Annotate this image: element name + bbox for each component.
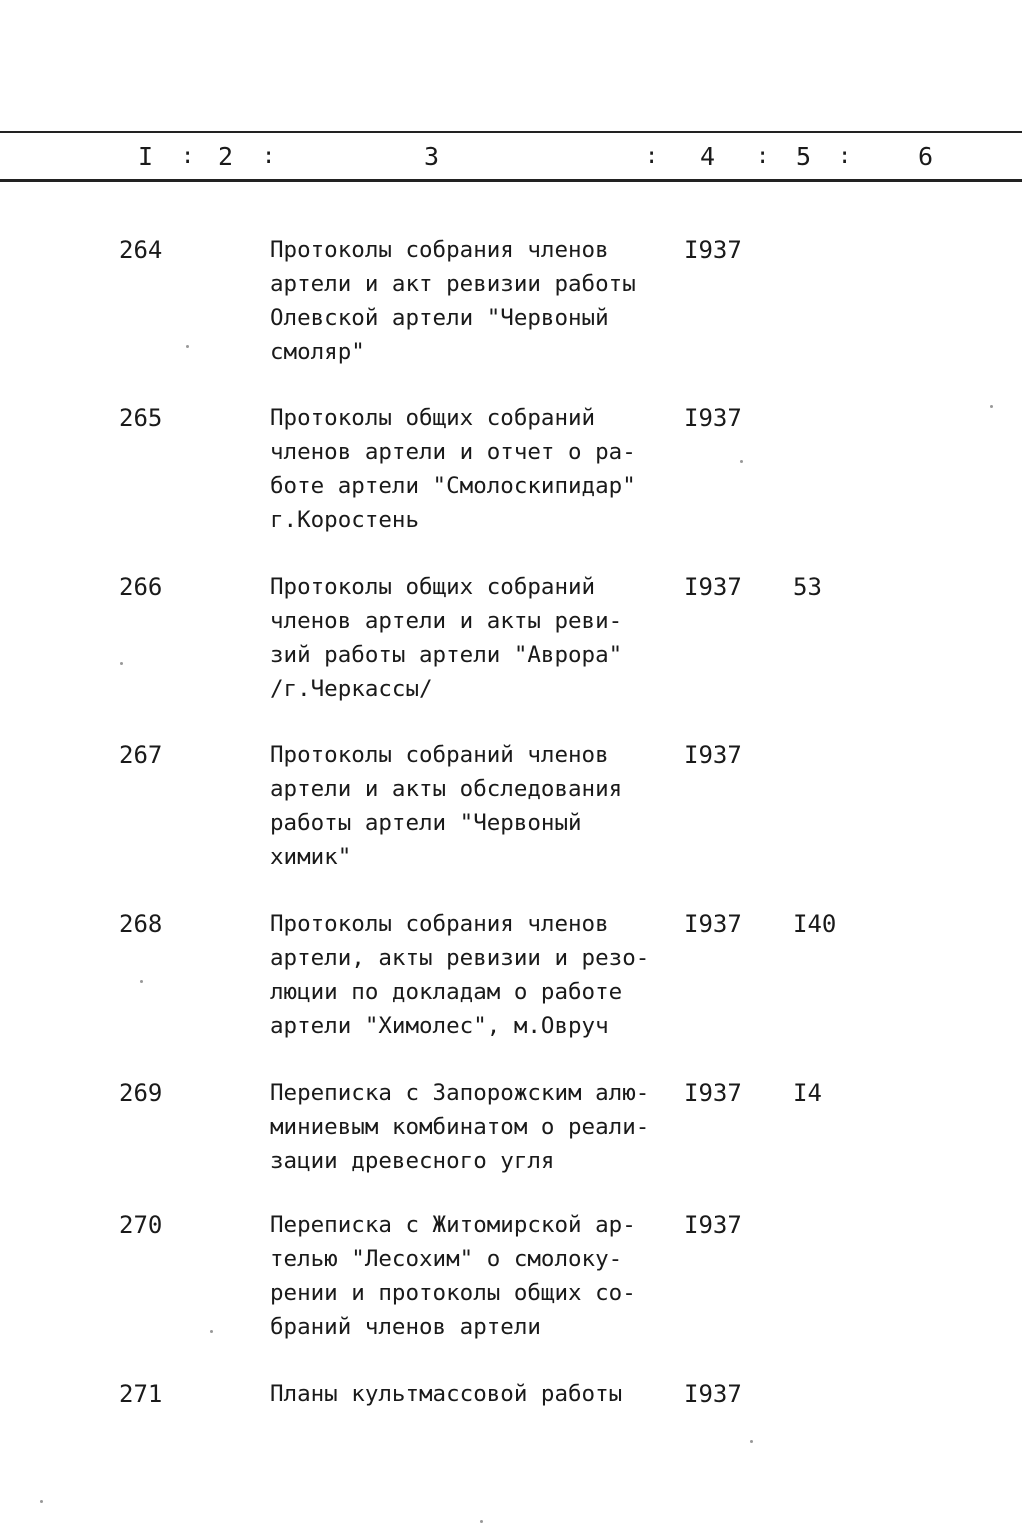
file-number: 266 (119, 573, 163, 601)
column-separator: : (181, 144, 195, 169)
title-line: зий работы артели "Аврора" (270, 642, 623, 668)
file-year: I937 (684, 1211, 742, 1239)
title-line: Переписка с Житомирской ар- (270, 1212, 636, 1238)
title-line: зации древесного угля (270, 1148, 555, 1174)
file-year: I937 (684, 404, 742, 432)
title-line: артели и акты обследования (270, 776, 623, 802)
scan-speck (210, 1330, 213, 1333)
column-separator: : (756, 144, 770, 169)
file-year: I937 (684, 573, 742, 601)
file-number: 270 (119, 1211, 163, 1239)
file-title (270, 570, 665, 706)
title-line: Протоколы собраний членов (270, 742, 609, 768)
title-line: Протоколы собрания членов (270, 237, 609, 263)
column-separator: : (262, 144, 276, 169)
file-year: I937 (684, 741, 742, 769)
column-header-2: 2 (218, 142, 234, 171)
title-line: артели и акт ревизии работы (270, 271, 636, 297)
scan-speck (186, 345, 189, 348)
title-line: членов артели и отчет о ра- (270, 439, 636, 465)
scan-speck (740, 460, 743, 463)
header-bottom-rule (0, 179, 1022, 182)
title-line: браний членов артели (270, 1314, 541, 1340)
file-number: 271 (119, 1380, 163, 1408)
scan-speck (750, 1440, 753, 1443)
title-line: Планы культмассовой работы (270, 1381, 623, 1407)
title-line: г.Коростень (270, 507, 420, 533)
file-number: 268 (119, 910, 163, 938)
file-number: 267 (119, 741, 163, 769)
title-line: Переписка с Запорожским алю- (270, 1080, 650, 1106)
column-header-4: 4 (700, 142, 716, 171)
column-header-1: I (138, 142, 154, 171)
file-title (270, 1208, 665, 1344)
file-title (270, 1377, 665, 1411)
file-number: 265 (119, 404, 163, 432)
file-title (270, 233, 665, 369)
file-number: 269 (119, 1079, 163, 1107)
title-line: миниевым комбинатом о реали- (270, 1114, 650, 1140)
title-line: Протоколы собрания членов (270, 911, 609, 937)
title-line: работы артели "Червоный (270, 810, 582, 836)
column-separator: : (838, 144, 852, 169)
file-title (270, 1076, 665, 1178)
title-line: боте артели "Смолоскипидар" (270, 473, 636, 499)
title-line: артели, акты ревизии и резо- (270, 945, 650, 971)
scan-speck (40, 1500, 43, 1503)
column-header-3: 3 (424, 142, 440, 171)
title-line: рении и протоколы общих со- (270, 1280, 636, 1306)
scan-speck (120, 662, 123, 665)
sheet-count: I4 (793, 1079, 822, 1107)
scan-speck (140, 980, 143, 983)
sheet-count: I40 (793, 910, 837, 938)
column-separator: : (645, 144, 659, 169)
title-line: Протоколы общих собраний (270, 405, 596, 431)
file-title (270, 738, 665, 874)
file-year: I937 (684, 1079, 742, 1107)
file-title (270, 401, 665, 537)
sheet-count: 53 (793, 573, 822, 601)
column-header-6: 6 (918, 142, 934, 171)
file-year: I937 (684, 236, 742, 264)
title-line: членов артели и акты реви- (270, 608, 623, 634)
title-line: Протоколы общих собраний (270, 574, 596, 600)
title-line: Олевской артели "Червоный (270, 305, 609, 331)
title-line: химик" (270, 844, 352, 870)
file-number: 264 (119, 236, 163, 264)
title-line: артели "Химолес", м.Овруч (270, 1013, 609, 1039)
title-line: /г.Черкассы/ (270, 676, 433, 702)
header-top-rule (0, 131, 1022, 133)
title-line: смоляр" (270, 339, 365, 365)
title-line: телью "Лесохим" о смолоку- (270, 1246, 623, 1272)
file-year: I937 (684, 1380, 742, 1408)
title-line: люции по докладам о работе (270, 979, 623, 1005)
column-header-5: 5 (796, 142, 812, 171)
file-title (270, 907, 665, 1043)
scan-speck (480, 1520, 483, 1523)
file-year: I937 (684, 910, 742, 938)
scan-speck (990, 405, 993, 408)
